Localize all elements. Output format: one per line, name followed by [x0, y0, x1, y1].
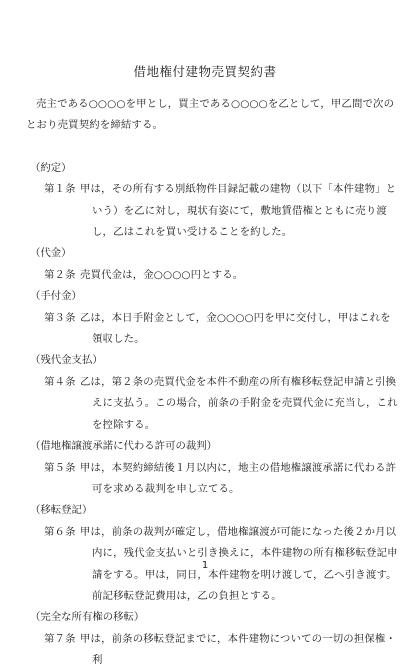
intro-paragraph: 売主である○○○○を甲とし，買主である○○○○を乙として，甲乙間で次のとおり売買契約を締結する。: [26, 98, 395, 132]
article-heading: （手付金）: [30, 290, 82, 303]
article-number: 第４条: [44, 375, 76, 388]
article-7: [26, 607, 398, 671]
article-6: [26, 500, 398, 607]
article-number: 第６条: [44, 525, 76, 538]
page-number: 1: [201, 560, 209, 571]
article-heading: （完全な所有権の移転）: [30, 611, 145, 624]
article-paragraph: [26, 372, 398, 436]
article-number: 第１条: [44, 183, 76, 196]
article-number: 第７条: [44, 632, 76, 645]
article-number: 第２条: [44, 268, 76, 281]
article-paragraph: [26, 629, 398, 672]
article-2: [26, 243, 398, 286]
article-paragraph: [26, 458, 398, 501]
article-heading: （移転登記）: [30, 504, 93, 517]
article-paragraph: [26, 265, 398, 286]
article-number: 第３条: [44, 311, 76, 324]
article-number: 第５条: [44, 461, 76, 474]
article-text: 乙は，第２条の売買代金を本件不動産の所有権移転登記申請と引換えに支払う。この場合，前条の手附金を売買代金に充当し，これを控除する。: [80, 375, 398, 431]
article-text: 甲は，前条の移転登記までに，本件建物についての一切の担保権・利: [80, 632, 397, 667]
article-heading: （残代金支払）: [30, 354, 103, 367]
article-text: 甲は，その所有する別紙物件目録記載の建物（以下「本件建物」という）を乙に対し，現状有姿にて，敷地賃借権とともに売り渡し，乙はこれを買い受けることを約した。: [80, 183, 397, 239]
document-body: [26, 94, 398, 672]
article-3: [26, 286, 398, 350]
article-heading: （代金）: [30, 247, 72, 260]
article-4: [26, 350, 398, 436]
article-text: 甲は，本契約締結後１月以内に，地主の借地権譲渡承諾に代わる許可を求める裁判を申し立てる。: [80, 461, 397, 495]
document-title: 借地権付建物売買契約書: [133, 64, 277, 79]
article-text: 甲は，前条の裁判が確定し，借地権譲渡が可能になった後２か月以内に，残代金支払いと引き換えに，本件建物の所有権移転登記申請をする。甲は，同日，本件建物を明け渡して，乙へ引き渡す。前記移転登記費用は，乙の負担とする。: [80, 525, 398, 602]
article-paragraph: [26, 308, 398, 351]
article-text: 乙は，本日手附金として，金○○○○円を甲に交付し，甲はこれを領収した。: [80, 311, 391, 346]
article-1: [26, 158, 398, 244]
article-text: 売買代金は，金○○○○円とする。: [80, 268, 244, 281]
article-heading: （借地権譲渡承諾に代わる許可の裁判）: [30, 440, 218, 453]
article-heading: （約定）: [30, 161, 72, 174]
article-5: [26, 436, 398, 500]
article-paragraph: [26, 179, 398, 243]
